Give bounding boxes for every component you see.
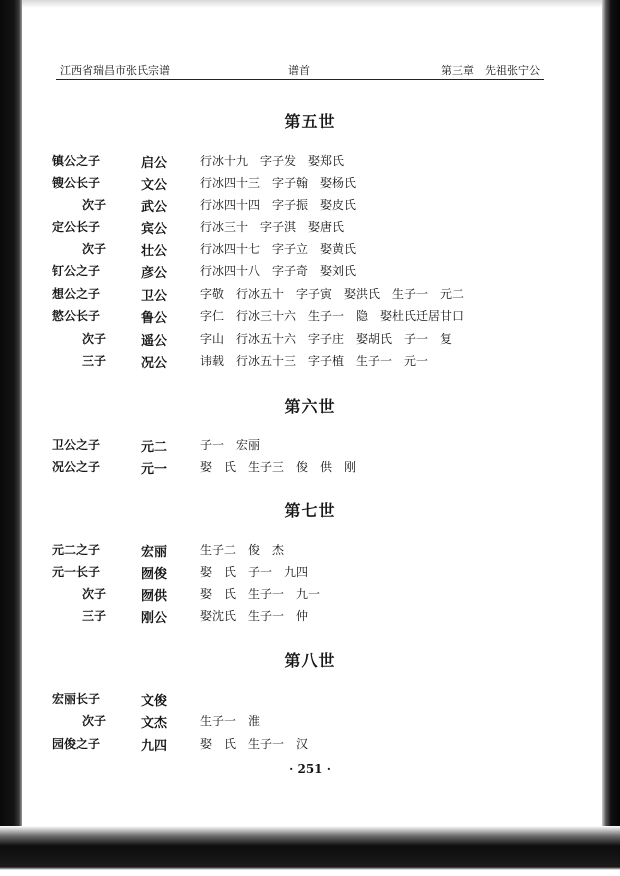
person-info: 子一 宏丽 xyxy=(200,438,261,452)
relation: 次子 xyxy=(82,198,107,212)
relation: 镇公之子 xyxy=(52,154,101,168)
relation: 钉公之子 xyxy=(52,264,101,278)
person-name: 宏丽 xyxy=(141,545,168,560)
relation: 慾公长子 xyxy=(52,309,101,323)
relation: 三子 xyxy=(82,354,107,368)
person-name: 文俊 xyxy=(141,694,168,709)
genealogy-row xyxy=(0,735,620,753)
genealogy-row xyxy=(0,330,620,348)
genealogy-row xyxy=(0,712,620,730)
person-name: 卫公 xyxy=(141,289,168,304)
gen8-title: 第八世 xyxy=(284,651,336,670)
relation: 宏丽长子 xyxy=(52,692,101,706)
person-info: 行冰四十四 字子振 娶皮氏 xyxy=(200,198,357,212)
person-info: 字敬 行冰五十 字子寅 娶洪氏 生子一 元二 xyxy=(200,287,465,301)
person-info: 娶 氏 子一 九四 xyxy=(200,565,309,579)
genealogy-row xyxy=(0,152,620,170)
person-info: 娶沈氏 生子一 仲 xyxy=(200,609,309,623)
genealogy-row xyxy=(0,196,620,214)
scan-edge-top xyxy=(0,0,620,8)
person-name: 宾公 xyxy=(141,222,168,237)
genealogy-row xyxy=(0,240,620,258)
person-info: 娶 氏 生子三 俊 供 刚 xyxy=(200,460,357,474)
gen6-title: 第六世 xyxy=(284,397,336,416)
relation: 次子 xyxy=(82,332,107,346)
running-header xyxy=(60,62,540,78)
relation: 园俊之子 xyxy=(52,737,101,751)
person-info: 生子一 淮 xyxy=(200,714,261,728)
relation: 次子 xyxy=(82,714,107,728)
person-info: 字仁 行冰三十六 生子一 隐 娶杜氏迁居甘口 xyxy=(200,309,465,323)
relation: 三子 xyxy=(82,609,107,623)
header-chapter: 第三章 先祖张宁公 xyxy=(441,64,540,77)
genealogy-row xyxy=(0,174,620,192)
genealogy-row xyxy=(0,541,620,559)
person-name: 况公 xyxy=(141,356,168,371)
person-name: 文杰 xyxy=(141,716,168,731)
relation: 元二之子 xyxy=(52,543,101,557)
relation: 锼公长子 xyxy=(52,176,101,190)
person-name: 武公 xyxy=(141,200,168,215)
relation: 定公长子 xyxy=(52,220,101,234)
person-info: 字山 行冰五十六 字子庄 娶胡氏 子一 复 xyxy=(200,332,453,346)
gen7-title: 第七世 xyxy=(284,501,336,520)
person-name: 囫供 xyxy=(141,589,168,604)
genealogy-row xyxy=(0,218,620,236)
header-rule xyxy=(56,79,544,80)
genealogy-row xyxy=(0,307,620,325)
genealogy-row xyxy=(0,262,620,280)
person-info: 行冰十九 字子发 娶郑氏 xyxy=(200,154,345,168)
genealogy-row xyxy=(0,436,620,454)
person-name: 刚公 xyxy=(141,611,168,626)
person-name: 彦公 xyxy=(141,266,168,281)
genealogy-row xyxy=(0,607,620,625)
person-info: 行冰四十八 字子奇 娶刘氏 xyxy=(200,264,357,278)
person-info: 生子二 俊 杰 xyxy=(200,543,285,557)
genealogy-row xyxy=(0,563,620,581)
scan-edge-bottom xyxy=(0,826,620,876)
genealogy-row xyxy=(0,352,620,370)
relation: 卫公之子 xyxy=(52,438,101,452)
relation: 次子 xyxy=(82,587,107,601)
person-name: 文公 xyxy=(141,178,168,193)
person-name: 囫俊 xyxy=(141,567,168,582)
person-name: 元二 xyxy=(141,440,168,455)
header-book-title: 江西省瑞昌市张氏宗谱 xyxy=(60,64,170,77)
genealogy-row xyxy=(0,285,620,303)
genealogy-row xyxy=(0,458,620,476)
person-name: 启公 xyxy=(141,156,168,171)
person-name: 壮公 xyxy=(141,244,168,259)
person-info: 行冰四十三 字子翰 娶杨氏 xyxy=(200,176,357,190)
person-info: 行冰四十七 字子立 娶黄氏 xyxy=(200,242,357,256)
person-name: 元一 xyxy=(141,462,168,477)
person-info: 行冰三十 字子淇 娶唐氏 xyxy=(200,220,345,234)
relation: 次子 xyxy=(82,242,107,256)
person-name: 鲁公 xyxy=(141,311,168,326)
gen5-title: 第五世 xyxy=(284,112,336,131)
genealogy-row xyxy=(0,690,620,708)
person-name: 九四 xyxy=(141,739,168,754)
relation: 况公之子 xyxy=(52,460,101,474)
person-info: 娶 氏 生子一 汉 xyxy=(200,737,309,751)
page-number: · 251 · xyxy=(289,762,331,776)
relation: 想公之子 xyxy=(52,287,101,301)
person-name: 遥公 xyxy=(141,334,168,349)
genealogy-row xyxy=(0,585,620,603)
person-info: 讳载 行冰五十三 字子植 生子一 元一 xyxy=(200,354,429,368)
header-section: 谱首 xyxy=(288,64,310,77)
relation: 元一长子 xyxy=(52,565,101,579)
person-info: 娶 氏 生子一 九一 xyxy=(200,587,321,601)
